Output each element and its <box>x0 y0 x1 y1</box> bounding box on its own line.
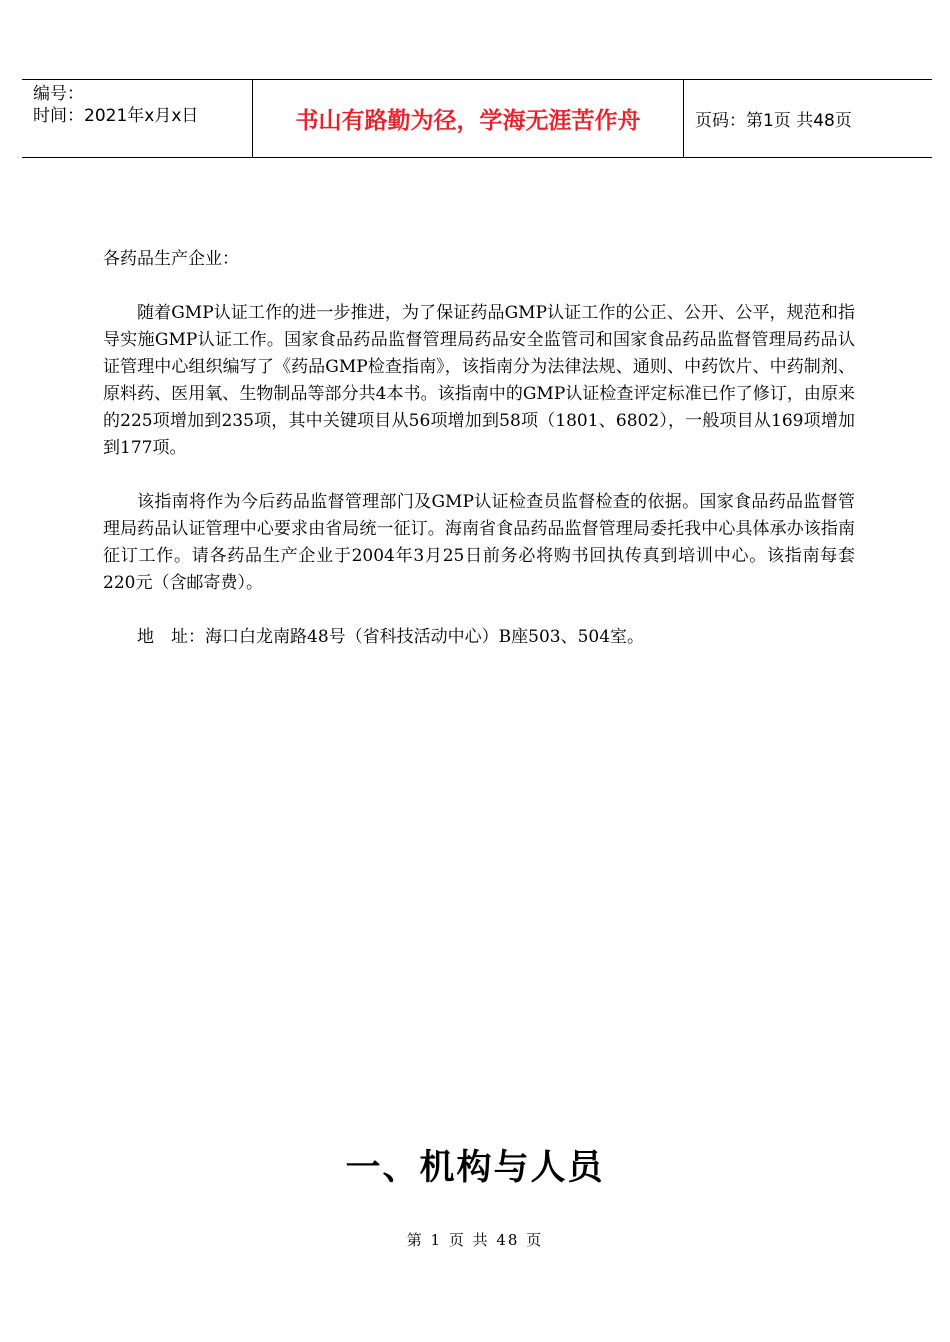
header-meta <box>22 80 253 157</box>
header-page-info: 页码：第1页 共48页 <box>695 111 852 131</box>
salutation: 各药品生产企业： <box>103 249 239 269</box>
address-line: 地 址：海口白龙南路48号（省科技活动中心）B座503、504室。 <box>137 627 645 647</box>
document-header <box>22 79 932 158</box>
number-label: 编号： <box>33 84 84 104</box>
date-label: 时间：2021年x月x日 <box>33 106 199 126</box>
paragraph-1: 随着GMP认证工作的进一步推进，为了保证药品GMP认证工作的公正、公开、公平，规范和指导实施GMP认证工作。国家食品药品监督管理局药品安全监管司和国家食品药品监督管理局药品认证管理中心组织编写了《药品GMP检查指南》，该指南分为法律法规、通则、中药饮片、中药制剂、原料药、医用氧、生物制品等部分共4本书。该指南中的GMP认证检查评定标准已作了修订，由原来的225项增加到235项，其中关键项目从56项增加到58项（1801、6802），一般项目从169项增加到177项。 <box>103 303 855 458</box>
section-title: 一、机构与人员 <box>345 1148 605 1188</box>
document-body <box>103 246 855 651</box>
header-motto: 书山有路勤为径，学海无涯苦作舟 <box>253 80 684 157</box>
paragraph-2: 该指南将作为今后药品监督管理部门及GMP认证检查员监督检查的依据。国家食品药品监督管理局药品认证管理中心要求由省局统一征订。海南省食品药品监督管理局委托我中心具体承办该指南征订工作。请各药品生产企业于2004年3月25日前务必将购书回执传真到培训中心。该指南每套220元（含邮寄费）。 <box>103 492 855 593</box>
page-footer: 第 1 页 共 48 页 <box>406 1231 544 1249</box>
